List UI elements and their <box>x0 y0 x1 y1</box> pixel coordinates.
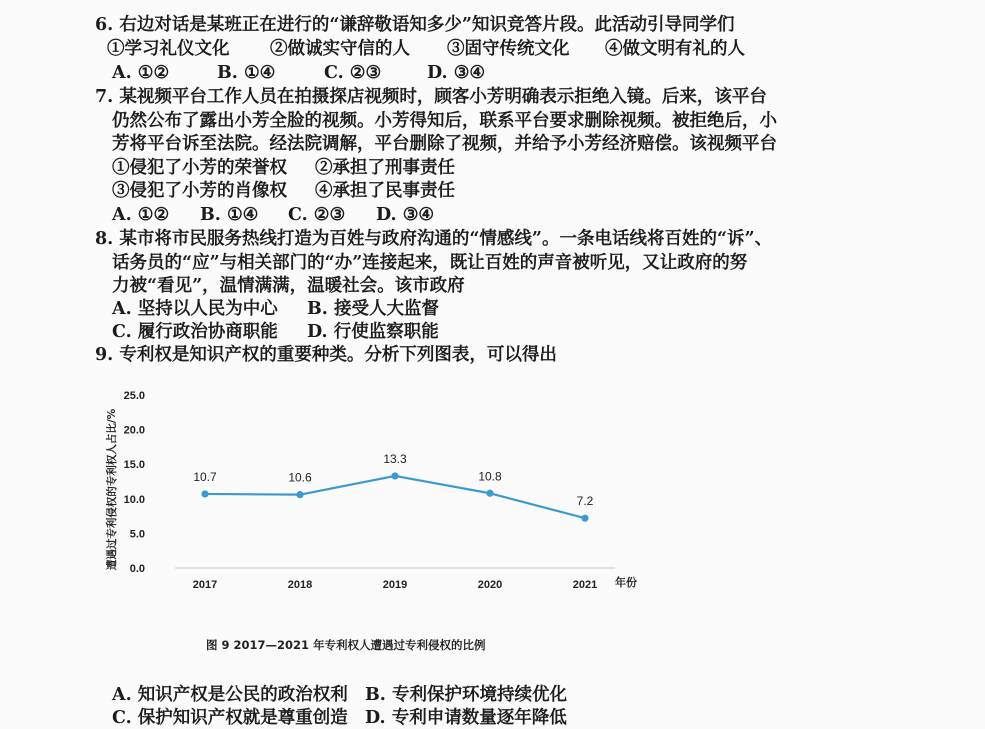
y-tick-label: 10.0 <box>123 493 145 506</box>
q7-choice-d: D. ③④ <box>376 205 435 225</box>
data-labels <box>193 452 593 508</box>
x-tick-label: 2018 <box>287 579 313 591</box>
data-point <box>391 472 398 479</box>
x-axis-label: 年份 <box>615 577 637 589</box>
x-tick-label: 2019 <box>382 579 408 591</box>
data-label: 10.8 <box>478 469 502 484</box>
q8-choice-d: D. 行使监察职能 <box>307 322 439 342</box>
q7-item-3: ③侵犯了小芳的肖像权 <box>112 181 287 201</box>
x-axis-ticks <box>193 579 597 591</box>
y-tick-label: 20.0 <box>123 424 145 437</box>
q6-choice-b: B. ①④ <box>217 63 276 83</box>
q9-choice-a: A. 知识产权是公民的政治权利 <box>112 685 348 705</box>
q6-stem: 6. 右边对话是某班正在进行的“谦辞敬语知多少”知识竞答片段。此活动引导同学们 <box>95 15 735 35</box>
q8-choice-a: A. 坚持以人民为中心 <box>112 299 278 319</box>
q8-line-2: 话务员的“应”与相关部门的“办”连接起来，既让百姓的声音被听见，又让政府的努 <box>112 253 748 273</box>
y-tick-label: 0.0 <box>129 563 145 575</box>
y-tick-label: 5.0 <box>129 528 145 541</box>
q6-choice-a: A. ①② <box>112 63 170 83</box>
data-points <box>201 472 588 521</box>
series-line <box>205 476 585 518</box>
q9-stem: 9. 专利权是知识产权的重要种类。分析下列图表，可以得出 <box>95 345 557 365</box>
q9-choice-b: B. 专利保护环境持续优化 <box>365 685 567 705</box>
y-axis-label-group <box>105 408 118 570</box>
data-point <box>581 515 588 522</box>
data-point <box>201 490 208 497</box>
q6-choice-c: C. ②③ <box>324 63 382 83</box>
data-label: 13.3 <box>383 451 407 466</box>
figure-caption: 图 9 2017—2021 年专利权人遭遇过专利侵权的比例 <box>206 638 486 652</box>
y-tick-label: 15.0 <box>123 459 145 472</box>
q8-line-1: 8. 某市将市民服务热线打造为百姓与政府沟通的“情感线”。一条电话线将百姓的“诉”、 <box>95 229 773 249</box>
q7-item-1: ①侵犯了小芳的荣誉权 <box>112 158 287 178</box>
x-tick-label: 2021 <box>572 579 598 591</box>
q7-line-2: 仍然公布了露出小芳全脸的视频。小芳得知后，联系平台要求删除视频。被拒绝后，小 <box>112 111 777 131</box>
data-point <box>296 491 303 498</box>
q7-choice-a: A. ①② <box>112 205 170 225</box>
q6-item-4: ④做文明有礼的人 <box>605 39 745 59</box>
y-axis-ticks <box>124 390 145 575</box>
q8-choice-b: B. 接受人大监督 <box>307 299 439 319</box>
y-tick-label: 25.0 <box>123 390 145 402</box>
data-label: 7.2 <box>576 494 594 509</box>
x-tick-label: 2020 <box>477 579 503 591</box>
q6-item-2: ②做诚实守信的人 <box>270 39 410 59</box>
y-axis-label: 遭遇过专利侵权的专利权人占比/% <box>106 408 118 571</box>
q7-item-4: ④承担了民事责任 <box>315 181 455 201</box>
q9-choice-d: D. 专利申请数量逐年降低 <box>365 708 567 728</box>
q6-item-1: ①学习礼仪文化 <box>107 39 230 59</box>
q6-item-3: ③固守传统文化 <box>447 39 570 59</box>
q7-item-2: ②承担了刑事责任 <box>315 158 455 178</box>
q8-choice-c: C. 履行政治协商职能 <box>112 322 278 342</box>
q7-line-3: 芳将平台诉至法院。经法院调解，平台删除了视频，并给予小芳经济赔偿。该视频平台 <box>112 134 777 154</box>
q7-choice-b: B. ①④ <box>200 205 259 225</box>
patent-infringement-line-chart <box>95 380 665 600</box>
data-label: 10.7 <box>193 469 217 484</box>
q9-choice-c: C. 保护知识产权就是尊重创造 <box>112 708 348 728</box>
x-tick-label: 2017 <box>192 579 218 591</box>
q8-line-3: 力被“看见”，温情满满，温暖社会。该市政府 <box>112 276 465 296</box>
q7-line-1: 7. 某视频平台工作人员在拍摄探店视频时，顾客小芳明确表示拒绝入镜。后来，该平台 <box>95 87 767 107</box>
data-label: 10.6 <box>288 470 312 485</box>
data-point <box>486 490 493 497</box>
q6-choice-d: D. ③④ <box>427 63 486 83</box>
q7-choice-c: C. ②③ <box>288 205 346 225</box>
